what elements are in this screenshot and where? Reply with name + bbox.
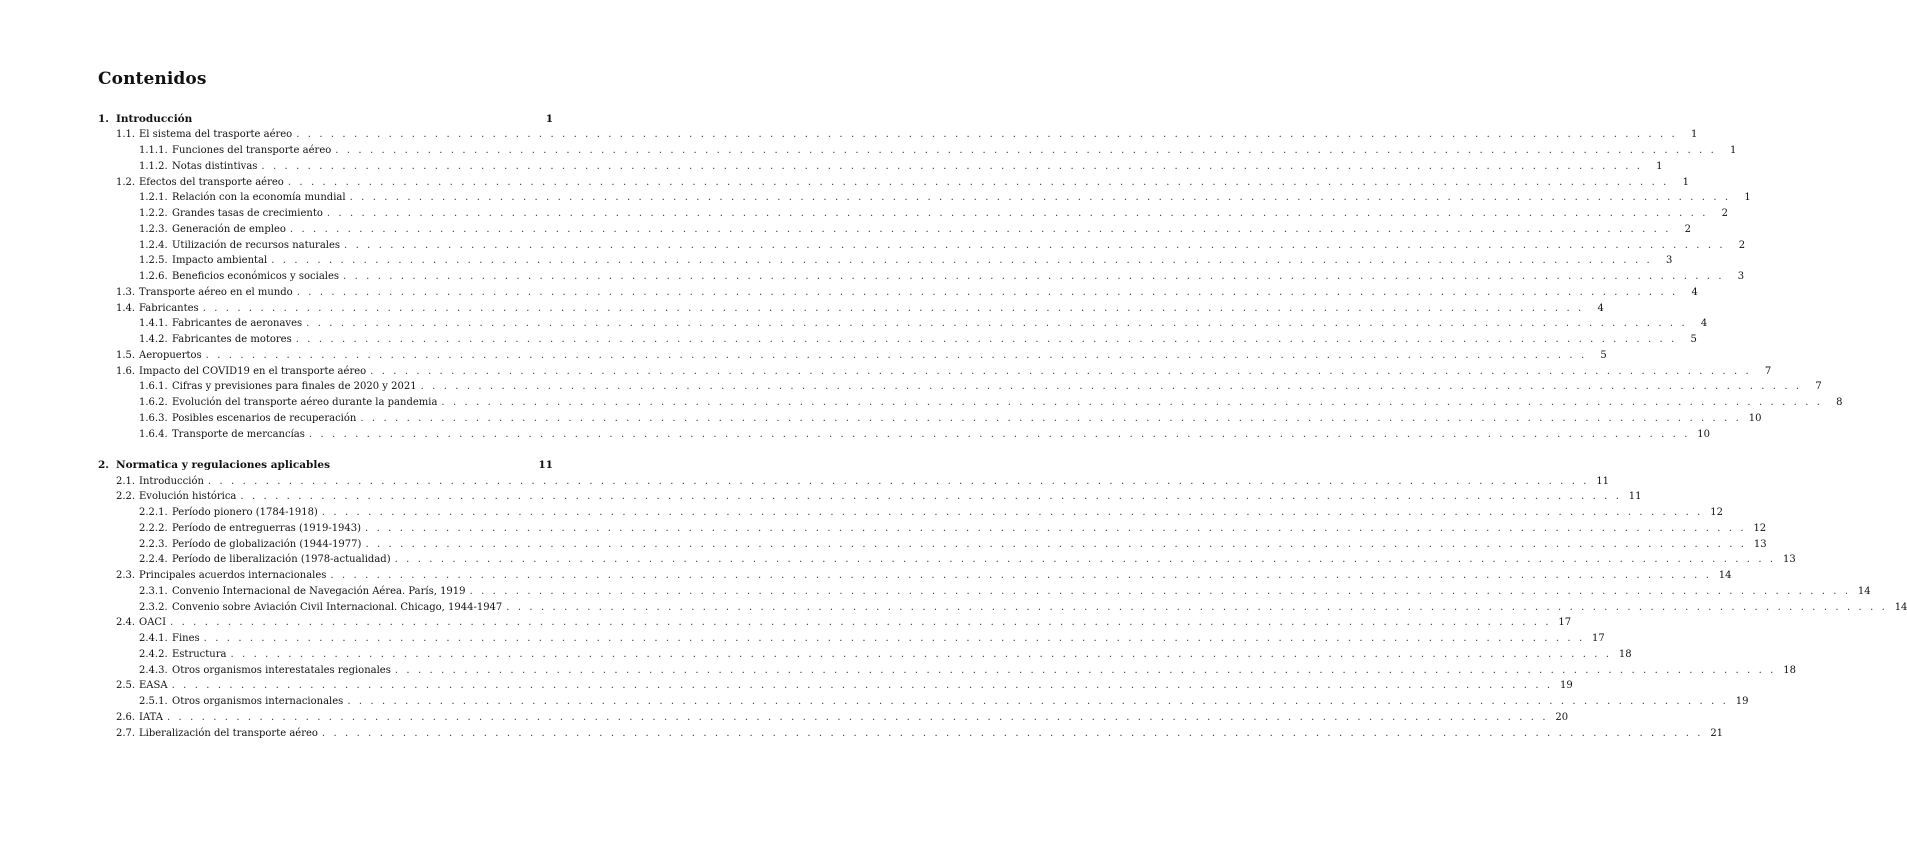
toc-subsection[interactable]	[139, 255, 1673, 267]
toc-subsection[interactable]	[139, 145, 1737, 157]
toc-page-number: 18	[1618, 648, 1632, 660]
toc-section[interactable]	[116, 302, 1604, 315]
toc-subsection[interactable]	[139, 381, 1822, 393]
toc-entry-number: 1.2.5.	[139, 255, 168, 267]
toc-page-number: 1	[1730, 145, 1737, 156]
toc-entry-number: 2.4.3.	[139, 664, 168, 676]
toc-entry-number: 1.6.1.	[139, 381, 168, 393]
toc-section[interactable]	[116, 680, 1573, 692]
toc-entry-number: 1.2.3.	[139, 223, 168, 235]
toc-entry-number: 2.2.	[116, 491, 136, 503]
toc-page-number: 7	[1764, 365, 1772, 377]
toc-page-number: 2	[1684, 223, 1692, 235]
toc-entry-title: Introducción	[116, 113, 193, 125]
toc-entry-number: 2.2.1.	[139, 507, 168, 518]
toc-dot-leader: . . . . . . . . . . . . . . . . . . . . . . . . . . . . . . . . . . . . . . . . . . . . . . . . . . . . . . . . . . . . . . . . . . . . . . . . . . . . . . . . . . . . . . . . . . . . . . . . . . . . . . . . . . . . . . . . . . . . . . . .	[170, 617, 1552, 629]
toc-dot-leader: . . . . . . . . . . . . . . . . . . . . . . . . . . . . . . . . . . . . . . . . . . . . . . . . . . . . . . . . . . . . . . . . . . . . . . . . . . . . . . . . . . . . . . . . . . . . . . . . . . . . . . . . . . . . . . . . . . . . . . . .	[308, 428, 1691, 440]
toc-entry-number: 2.1.	[116, 475, 136, 487]
toc-subsection[interactable]	[139, 223, 1692, 236]
toc-section[interactable]	[116, 727, 1724, 740]
toc-entry-number: 1.6.3.	[139, 412, 168, 424]
toc-page-number: 4	[1691, 286, 1698, 298]
toc-section[interactable]	[116, 176, 1689, 189]
toc-dot-leader: . . . . . . . . . . . . . . . . . . . . . . . . . . . . . . . . . . . . . . . . . . . . . . . . . . . . . . . . . . . . . . . . . . . . . . . . . . . . . . . . . . . . . . . . . . . . . . . . . . . . . . . . . . . . . . . . . . . . . . . .	[296, 286, 1678, 298]
toc-entry-title: Efectos del transporte aéreo	[139, 176, 284, 188]
toc-entry-number: 2.4.2.	[139, 648, 168, 660]
toc-entry-number: 2.5.	[116, 680, 136, 692]
toc-page-number: 5	[1600, 349, 1607, 361]
toc-section[interactable]	[116, 491, 1642, 503]
toc-section[interactable]	[116, 475, 1610, 488]
toc-entry-title: Transporte de mercancías	[172, 428, 305, 440]
toc-entry-number: 1.2.6.	[139, 271, 168, 282]
toc-page-number: 3	[1665, 255, 1673, 267]
toc-page-number: 3	[1737, 271, 1745, 282]
toc-entry-title: El sistema del trasporte aéreo	[139, 129, 293, 141]
toc-entry-number: 2.2.2.	[139, 522, 168, 534]
toc-section[interactable]	[116, 286, 1698, 299]
toc-entry-title: EASA	[139, 680, 168, 692]
toc-entry-title: Fabricantes de aeronaves	[172, 318, 303, 330]
toc-subsection[interactable]	[139, 648, 1632, 661]
toc-entry-title: Principales acuerdos internacionales	[139, 570, 327, 581]
toc-dot-leader: . . . . . . . . . . . . . . . . . . . . . . . . . . . . . . . . . . . . . . . . . . . . . . . . . . . . . . . . . . . . . . . . . . . . . . . . . . . . . . . . . . . . . . . . . . . . . . . . . . . . . . . . . . . . . . . . . . . . . . . .	[370, 365, 1752, 377]
toc-subsection[interactable]	[139, 696, 1749, 708]
toc-dot-leader: . . . . . . . . . . . . . . . . . . . . . . . . . . . . . . . . . . . . . . . . . . . . . . . . . . . . . . . . . . . . . . . . . . . . . . . . . . . . . . . . . . . . . . . . . . . . . . . . . . . . . . . . . . . . . . . . . . . . . . . .	[326, 208, 1708, 219]
toc-entry-title: Fabricantes	[139, 302, 199, 314]
toc-subsection[interactable]	[139, 601, 1907, 614]
toc-page-number: 5	[1690, 334, 1697, 345]
toc-entry-title: Beneficios económicos y sociales	[172, 271, 340, 282]
toc-dot-leader: . . . . . . . . . . . . . . . . . . . . . . . . . . . . . . . . . . . . . . . . . . . . . . . . . . . . . . . . . . . . . . . . . . . . . . . . . . . . . . . . . . . . . . . . . . . . . . . . . . . . . . . . . . . . . . . . . . . . . . . .	[365, 522, 1747, 534]
toc-entry-title: Otros organismos internacionales	[172, 696, 344, 707]
toc-dot-leader: . . . . . . . . . . . . . . . . . . . . . . . . . . . . . . . . . . . . . . . . . . . . . . . . . . . . . . . . . . . . . . . . . . . . . . . . . . . . . . . . . . . . . . . . . . . . . . . . . . . . . . . . . . . . . . . . . . . . . . . .	[289, 223, 1672, 235]
toc-entry-title: Evolución histórica	[139, 491, 237, 503]
toc-subsection[interactable]	[139, 160, 1663, 173]
toc-entry-number: 1.4.2.	[139, 334, 168, 345]
toc-page-number: 1	[1656, 160, 1663, 172]
toc-entry-title: Evolución del transporte aéreo durante la pandemia	[172, 397, 438, 408]
toc-section[interactable]	[116, 617, 1572, 629]
toc-dot-leader: . . . . . . . . . . . . . . . . . . . . . . . . . . . . . . . . . . . . . . . . . . . . . . . . . . . . . . . . . . . . . . . . . . . . . . . . . . . . . . . . . . . . . . . . . . . . . . . . . . . . . . . . . . . . . . . . . . . . . . . .	[394, 554, 1776, 566]
toc-subsection[interactable]	[139, 334, 1697, 346]
toc-dot-leader: . . . . . . . . . . . . . . . . . . . . . . . . . . . . . . . . . . . . . . . . . . . . . . . . . . . . . . . . . . . . . . . . . . . . . . . . . . . . . . . . . . . . . . . . . . . . . . . . . . . . . . . . . . . . . . . . . . . . . . . .	[330, 570, 1712, 581]
toc-entry-number: 2.6.	[116, 711, 136, 723]
toc-entry-title: Funciones del transporte aéreo	[172, 145, 332, 156]
toc-page-number: 12	[1710, 507, 1723, 518]
toc-entry-number: 1.2.	[116, 176, 136, 188]
toc-page-number: 1	[1744, 192, 1751, 204]
toc-page-number: 2	[1738, 239, 1746, 251]
toc-entry-number: 1.4.1.	[139, 318, 168, 330]
toc-page-number: 2	[1721, 208, 1728, 219]
toc-entry-title: IATA	[139, 711, 163, 723]
toc-page-number: 8	[1836, 397, 1843, 408]
toc-section[interactable]	[116, 711, 1569, 724]
toc-dot-leader: . . . . . . . . . . . . . . . . . . . . . . . . . . . . . . . . . . . . . . . . . . . . . . . . . . . . . . . . . . . . . . . . . . . . . . . . . . . . . . . . . . . . . . . . . . . . . . . . . . . . . . . . . . . . . . . . . . . . . . . .	[230, 648, 1612, 660]
toc-page-number: 17	[1558, 617, 1572, 629]
toc-entry-title: Aeropuertos	[139, 349, 202, 361]
toc-chapter[interactable]	[98, 113, 553, 125]
toc-page-number: 11	[538, 459, 553, 472]
toc-entry-number: 2.	[98, 459, 109, 472]
toc-page-number: 14	[1894, 601, 1907, 613]
toc-page-number: 11	[1596, 475, 1610, 487]
toc-entry-number: 1.	[98, 113, 109, 125]
toc-dot-leader: . . . . . . . . . . . . . . . . . . . . . . . . . . . . . . . . . . . . . . . . . . . . . . . . . . . . . . . . . . . . . . . . . . . . . . . . . . . . . . . . . . . . . . . . . . . . . . . . . . . . . . . . . . . . . . . . . . . . . . . .	[261, 160, 1643, 172]
toc-dot-leader: . . . . . . . . . . . . . . . . . . . . . . . . . . . . . . . . . . . . . . . . . . . . . . . . . . . . . . . . . . . . . . . . . . . . . . . . . . . . . . . . . . . . . . . . . . . . . . . . . . . . . . . . . . . . . . . . . . . . . . . .	[287, 176, 1669, 188]
toc-page-number: 12	[1753, 522, 1767, 534]
toc-page-number: 14	[1857, 585, 1871, 597]
toc-dot-leader: . . . . . . . . . . . . . . . . . . . . . . . . . . . . . . . . . . . . . . . . . . . . . . . . . . . . . . . . . . . . . . . . . . . . . . . . . . . . . . . . . . . . . . . . . . . . . . . . . . . . . . . . . . . . . . . . . . . . . . . .	[335, 145, 1717, 156]
toc-entry-title: Período pionero (1784-1918)	[172, 507, 318, 518]
toc-page-number: 1	[545, 113, 553, 125]
toc-page-number: 14	[1718, 570, 1732, 581]
toc-entry-title: Fines	[172, 633, 200, 644]
toc-dot-leader: . . . . . . . . . . . . . . . . . . . . . . . . . . . . . . . . . . . . . . . . . . . . . . . . . . . . . . . . . . . . . . . . . . . . . . . . . . . . . . . . . . . . . . . . . . . . . . . . . . . . . . . . . . . . . . . . . . . . . . . .	[420, 381, 1802, 393]
toc-entry-number: 2.5.1.	[139, 696, 168, 707]
toc-entry-title: Impacto ambiental	[172, 255, 268, 267]
toc-dot-leader: . . . . . . . . . . . . . . . . . . . . . . . . . . . . . . . . . . . . . . . . . . . . . . . . . . . . . . . . . . . . . . . . . . . . . . . . . . . . . . . . . . . . . . . . . . . . . . . . . . . . . . . . . . . . . . . . . . . . . . . .	[306, 318, 1688, 330]
toc-subsection[interactable]	[139, 507, 1723, 519]
toc-entry-title: Grandes tasas de crecimiento	[172, 208, 323, 219]
toc-entry-title: Transporte aéreo en el mundo	[139, 286, 293, 298]
toc-subsection[interactable]	[139, 318, 1708, 330]
toc-dot-leader: . . . . . . . . . . . . . . . . . . . . . . . . . . . . . . . . . . . . . . . . . . . . . . . . . . . . . . . . . . . . . . . . . . . . . . . . . . . . . . . . . . . . . . . . . . . . . . . . . . . . . . . . . . . . . . . . . . . . . . . .	[202, 302, 1584, 314]
toc-page-number: 10	[1748, 412, 1762, 424]
toc-entry-title: Impacto del COVID19 en el transporte aéreo	[139, 365, 367, 377]
toc-dot-leader: . . . . . . . . . . . . . . . . . . . . . . . . . . . . . . . . . . . . . . . . . . . . . . . . . . . . . . . . . . . . . . . . . . . . . . . . . . . . . . . . . . . . . . . . . . . . . . . . . . . . . . . . . . . . . . . . . . . . . . . .	[343, 271, 1725, 282]
toc-entry-title: OACI	[139, 617, 167, 629]
toc-dot-leader: . . . . . . . . . . . . . . . . . . . . . . . . . . . . . . . . . . . . . . . . . . . . . . . . . . . . . . . . . . . . . . . . . . . . . . . . . . . . . . . . . . . . . . . . . . . . . . . . . . . . . . . . . . . . . . . . . . . . . . . .	[349, 192, 1731, 204]
toc-entry-number: 1.3.	[116, 286, 136, 298]
toc-entry-title: Generación de empleo	[172, 223, 286, 235]
toc-page-number: 1	[1682, 176, 1689, 188]
toc-entry-number: 1.1.	[116, 129, 136, 141]
toc-subsection[interactable]	[139, 239, 1746, 252]
toc-dot-leader: . . . . . . . . . . . . . . . . . . . . . . . . . . . . . . . . . . . . . . . . . . . . . . . . . . . . . . . . . . . . . . . . . . . . . . . . . . . . . . . . . . . . . . . . . . . . . . . . . . . . . . . . . . . . . . . . . . . . . . . .	[441, 397, 1823, 408]
toc-dot-leader: . . . . . . . . . . . . . . . . . . . . . . . . . . . . . . . . . . . . . . . . . . . . . . . . . . . . . . . . . . . . . . . . . . . . . . . . . . . . . . . . . . . . . . . . . . . . . . . . . . . . . . . . . . . . . . . . . . . . . . . .	[321, 727, 1704, 739]
toc-dot-leader: . . . . . . . . . . . . . . . . . . . . . . . . . . . . . . . . . . . . . . . . . . . . . . . . . . . . . . . . . . . . . . . . . . . . . . . . . . . . . . . . . . . . . . . . . . . . . . . . . . . . . . . . . . . . . . . . . . . . . . . .	[207, 475, 1590, 487]
toc-entry-number: 2.2.3.	[139, 538, 168, 550]
toc-page-number: 7	[1815, 381, 1822, 393]
toc-subsection[interactable]	[139, 664, 1796, 677]
toc-entry-number: 1.1.1.	[139, 145, 168, 156]
toc-section[interactable]	[116, 129, 1698, 141]
toc-entry-number: 1.1.2.	[139, 160, 168, 172]
toc-subsection[interactable]	[139, 192, 1751, 204]
toc-page-number: 13	[1753, 538, 1767, 550]
toc-dot-leader: . . . . . . . . . . . . . . . . . . . . . . . . . . . . . . . . . . . . . . . . . . . . . . . . . . . . . . . . . . . . . . . . . . . . . . . . . . . . . . . . . . . . . . . . . . . . . . . . . . . . . . . . . . . . . . . . . . . . . . . .	[203, 633, 1585, 644]
toc-page-number: 13	[1782, 554, 1796, 566]
toc-entry-title: Período de globalización (1944-1977)	[172, 538, 362, 550]
toc-subsection[interactable]	[139, 208, 1728, 220]
toc-entry-number: 1.5.	[116, 349, 136, 361]
toc-dot-leader: . . . . . . . . . . . . . . . . . . . . . . . . . . . . . . . . . . . . . . . . . . . . . . . . . . . . . . . . . . . . . . . . . . . . . . . . . . . . . . . . . . . . . . . . . . . . . . . . . . . . . . . . . . . . . . . . . . . . . . . .	[360, 412, 1742, 424]
toc-entry-number: 2.2.4.	[139, 554, 168, 566]
toc-subsection[interactable]	[139, 412, 1762, 425]
toc-entry-number: 2.3.2.	[139, 601, 168, 613]
toc-entry-number: 1.6.	[116, 365, 136, 377]
toc-section[interactable]	[116, 365, 1772, 378]
toc-entry-title: Fabricantes de motores	[172, 334, 292, 345]
toc-dot-leader: . . . . . . . . . . . . . . . . . . . . . . . . . . . . . . . . . . . . . . . . . . . . . . . . . . . . . . . . . . . . . . . . . . . . . . . . . . . . . . . . . . . . . . . . . . . . . . . . . . . . . . . . . . . . . . . . . . . . . . . .	[205, 349, 1587, 361]
toc-dot-leader: . . . . . . . . . . . . . . . . . . . . . . . . . . . . . . . . . . . . . . . . . . . . . . . . . . . . . . . . . . . . . . . . . . . . . . . . . . . . . . . . . . . . . . . . . . . . . . . . . . . . . . . . . . . . . . . . . . . . . . . .	[271, 255, 1653, 267]
toc-page-number: 4	[1597, 302, 1604, 314]
toc-entry-title: Liberalización del transporte aéreo	[139, 727, 318, 739]
toc-entry-title: Período de liberalización (1978-actualidad)	[172, 554, 391, 566]
toc-entry-title: Relación con la economía mundial	[172, 192, 346, 204]
toc-dot-leader: . . . . . . . . . . . . . . . . . . . . . . . . . . . . . . . . . . . . . . . . . . . . . . . . . . . . . . . . . . . . . . . . . . . . . . . . . . . . . . . . . . . . . . . . . . . . . . . . . . . . . . . . . . . . . . . . . . . . . . . .	[469, 585, 1851, 597]
toc-dot-leader: . . . . . . . . . . . . . . . . . . . . . . . . . . . . . . . . . . . . . . . . . . . . . . . . . . . . . . . . . . . . . . . . . . . . . . . . . . . . . . . . . . . . . . . . . . . . . . . . . . . . . . . . . . . . . . . . . . . . . . . .	[347, 696, 1729, 707]
toc-dot-leader: . . . . . . . . . . . . . . . . . . . . . . . . . . . . . . . . . . . . . . . . . . . . . . . . . . . . . . . . . . . . . . . . . . . . . . . . . . . . . . . . . . . . . . . . . . . . . . . . . . . . . . . . . . . . . . . . . . . . . . . .	[394, 664, 1776, 676]
toc-entry-number: 2.3.1.	[139, 585, 168, 597]
toc-dot-leader: . . . . . . . . . . . . . . . . . . . . . . . . . . . . . . . . . . . . . . . . . . . . . . . . . . . . . . . . . . . . . . . . . . . . . . . . . . . . . . . . . . . . . . . . . . . . . . . . . . . . . . . . . . . . . . . . . . . . . . . .	[365, 538, 1747, 550]
toc-dot-leader: . . . . . . . . . . . . . . . . . . . . . . . . . . . . . . . . . . . . . . . . . . . . . . . . . . . . . . . . . . . . . . . . . . . . . . . . . . . . . . . . . . . . . . . . . . . . . . . . . . . . . . . . . . . . . . . . . . . . . . . .	[171, 680, 1553, 692]
toc-entry-number: 1.2.1.	[139, 192, 168, 204]
toc-dot-leader: . . . . . . . . . . . . . . . . . . . . . . . . . . . . . . . . . . . . . . . . . . . . . . . . . . . . . . . . . . . . . . . . . . . . . . . . . . . . . . . . . . . . . . . . . . . . . . . . . . . . . . . . . . . . . . . . . . . . . . . .	[296, 129, 1678, 141]
toc-entry-title: Posibles escenarios de recuperación	[172, 412, 357, 424]
toc-subsection[interactable]	[139, 538, 1767, 551]
toc-page-number: 4	[1700, 318, 1708, 330]
toc-subsection[interactable]	[139, 585, 1871, 598]
toc-section[interactable]	[116, 570, 1732, 582]
toc-entry-number: 1.6.4.	[139, 428, 168, 440]
toc-entry-title: Notas distintivas	[172, 160, 258, 172]
toc-dot-leader: . . . . . . . . . . . . . . . . . . . . . . . . . . . . . . . . . . . . . . . . . . . . . . . . . . . . . . . . . . . . . . . . . . . . . . . . . . . . . . . . . . . . . . . . . . . . . . . . . . . . . . . . . . . . . . . . . . . . . . . .	[240, 491, 1622, 503]
toc-dot-leader: . . . . . . . . . . . . . . . . . . . . . . . . . . . . . . . . . . . . . . . . . . . . . . . . . . . . . . . . . . . . . . . . . . . . . . . . . . . . . . . . . . . . . . . . . . . . . . . . . . . . . . . . . . . . . . . . . . . . . . . .	[506, 601, 1888, 613]
toc-entry-number: 1.2.4.	[139, 239, 168, 251]
toc-page-number: 17	[1592, 633, 1605, 644]
toc-subsection[interactable]	[139, 271, 1745, 283]
toc-page-number: 20	[1555, 711, 1569, 723]
toc-entry-number: 1.4.	[116, 302, 136, 314]
toc-entry-number: 2.3.	[116, 570, 136, 581]
toc-entry-title: Utilización de recursos naturales	[172, 239, 341, 251]
toc-chapter[interactable]	[98, 459, 553, 471]
toc-entry-title: Convenio sobre Aviación Civil Internacional. Chicago, 1944-1947	[172, 601, 503, 613]
toc-page-number: 18	[1783, 664, 1796, 676]
toc-entry-title: Cifras y previsiones para finales de 2020 y 2021	[172, 381, 417, 393]
toc-subsection[interactable]	[139, 428, 1711, 441]
toc-entry-number: 1.2.2.	[139, 208, 168, 219]
toc-entry-number: 2.4.	[116, 617, 136, 629]
toc-dot-leader: . . . . . . . . . . . . . . . . . . . . . . . . . . . . . . . . . . . . . . . . . . . . . . . . . . . . . . . . . . . . . . . . . . . . . . . . . . . . . . . . . . . . . . . . . . . . . . . . . . . . . . . . . . . . . . . . . . . . . . . .	[344, 239, 1726, 251]
toc-entry-title: Convenio Internacional de Navegación Aérea. París, 1919	[172, 585, 466, 597]
toc-entry-number: 2.4.1.	[139, 633, 168, 644]
toc-dot-leader: . . . . . . . . . . . . . . . . . . . . . . . . . . . . . . . . . . . . . . . . . . . . . . . . . . . . . . . . . . . . . . . . . . . . . . . . . . . . . . . . . . . . . . . . . . . . . . . . . . . . . . . . . . . . . . . . . . . . . . . .	[321, 507, 1703, 518]
toc-subsection[interactable]	[139, 522, 1767, 535]
toc-dot-leader: . . . . . . . . . . . . . . . . . . . . . . . . . . . . . . . . . . . . . . . . . . . . . . . . . . . . . . . . . . . . . . . . . . . . . . . . . . . . . . . . . . . . . . . . . . . . . . . . . . . . . . . . . . . . . . . . . . . . . . . .	[295, 334, 1677, 345]
toc-section[interactable]	[116, 349, 1607, 362]
toc-subsection[interactable]	[139, 397, 1843, 409]
toc-entry-title: Estructura	[172, 648, 227, 660]
toc-entry-number: 2.7.	[116, 727, 136, 739]
toc-subsection[interactable]	[139, 633, 1605, 645]
toc-entry-title: Introducción	[139, 475, 204, 487]
toc-page-number: 19	[1735, 696, 1749, 707]
toc-page-number: 1	[1690, 129, 1698, 141]
toc-page-number: 10	[1697, 428, 1711, 440]
toc-subsection[interactable]	[139, 554, 1796, 566]
toc-page-number: 11	[1628, 491, 1642, 503]
toc-entry-title: Período de entreguerras (1919-1943)	[172, 522, 362, 534]
toc-page-number: 19	[1559, 680, 1573, 692]
toc-entry-number: 1.6.2.	[139, 397, 168, 408]
toc-dot-leader: . . . . . . . . . . . . . . . . . . . . . . . . . . . . . . . . . . . . . . . . . . . . . . . . . . . . . . . . . . . . . . . . . . . . . . . . . . . . . . . . . . . . . . . . . . . . . . . . . . . . . . . . . . . . . . . . . . . . . . . .	[166, 711, 1549, 723]
toc-entry-title: Normatica y regulaciones aplicables	[116, 459, 330, 472]
page-title: Contenidos	[98, 69, 207, 89]
toc-page-number: 21	[1710, 727, 1724, 739]
toc-entry-title: Otros organismos interestatales regionales	[172, 664, 391, 676]
